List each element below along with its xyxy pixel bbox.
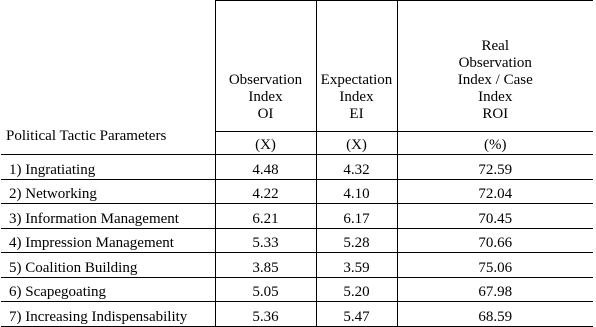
param-header-text: Political Tactic Parameters xyxy=(6,128,167,144)
ei-value: 6.17 xyxy=(316,204,397,229)
table-header-row xyxy=(1,1,593,132)
header-line: Observation xyxy=(228,72,303,88)
ei-value: 4.10 xyxy=(316,179,397,204)
roi-value: 70.66 xyxy=(397,228,593,253)
oi-value: 4.22 xyxy=(215,179,316,204)
header-line: Index xyxy=(339,89,374,105)
table-row xyxy=(1,302,593,327)
header-line: Index xyxy=(478,89,513,105)
ei-value: 3.59 xyxy=(316,253,397,278)
roi-value: 67.98 xyxy=(397,277,593,302)
header-line: EI xyxy=(349,106,364,122)
ei-column-header xyxy=(316,1,397,132)
table-row xyxy=(1,228,593,253)
ei-value: 5.20 xyxy=(316,277,397,302)
header-line: Observation xyxy=(458,55,532,71)
table-row xyxy=(1,277,593,302)
ei-unit: (X) xyxy=(316,132,397,155)
ei-value: 5.47 xyxy=(316,302,397,327)
roi-column-header xyxy=(397,1,593,132)
row-label: 4) Impression Management xyxy=(1,228,215,253)
row-label: 1) Ingratiating xyxy=(1,155,215,180)
table-row xyxy=(1,179,593,204)
roi-value: 70.45 xyxy=(397,204,593,229)
header-line: Index / Case xyxy=(457,72,533,88)
oi-value: 5.36 xyxy=(215,302,316,327)
header-line: Real xyxy=(481,38,509,54)
row-label: 3) Information Management xyxy=(1,204,215,229)
ei-value: 5.28 xyxy=(316,228,397,253)
row-label: 5) Coalition Building xyxy=(1,253,215,278)
oi-unit: (X) xyxy=(215,132,316,155)
header-line: ROI xyxy=(482,106,509,122)
row-label: 6) Scapegoating xyxy=(1,277,215,302)
oi-value: 4.48 xyxy=(215,155,316,180)
roi-value: 72.59 xyxy=(397,155,593,180)
roi-value: 72.04 xyxy=(397,179,593,204)
oi-value: 6.21 xyxy=(215,204,316,229)
oi-value: 3.85 xyxy=(215,253,316,278)
roi-value: 68.59 xyxy=(397,302,593,327)
table-row xyxy=(1,253,593,278)
table-row xyxy=(1,204,593,229)
oi-value: 5.05 xyxy=(215,277,316,302)
roi-unit: (%) xyxy=(397,132,593,155)
ei-value: 4.32 xyxy=(316,155,397,180)
header-line: Expectation xyxy=(320,72,393,88)
header-line: OI xyxy=(257,106,274,122)
table-row xyxy=(1,155,593,180)
header-line: Index xyxy=(248,89,283,105)
row-label: 7) Increasing Indispensability xyxy=(1,302,215,327)
oi-column-header xyxy=(215,1,316,132)
row-label: 2) Networking xyxy=(1,179,215,204)
political-tactics-table xyxy=(1,0,593,327)
param-column-header xyxy=(1,1,215,155)
roi-value: 75.06 xyxy=(397,253,593,278)
oi-value: 5.33 xyxy=(215,228,316,253)
